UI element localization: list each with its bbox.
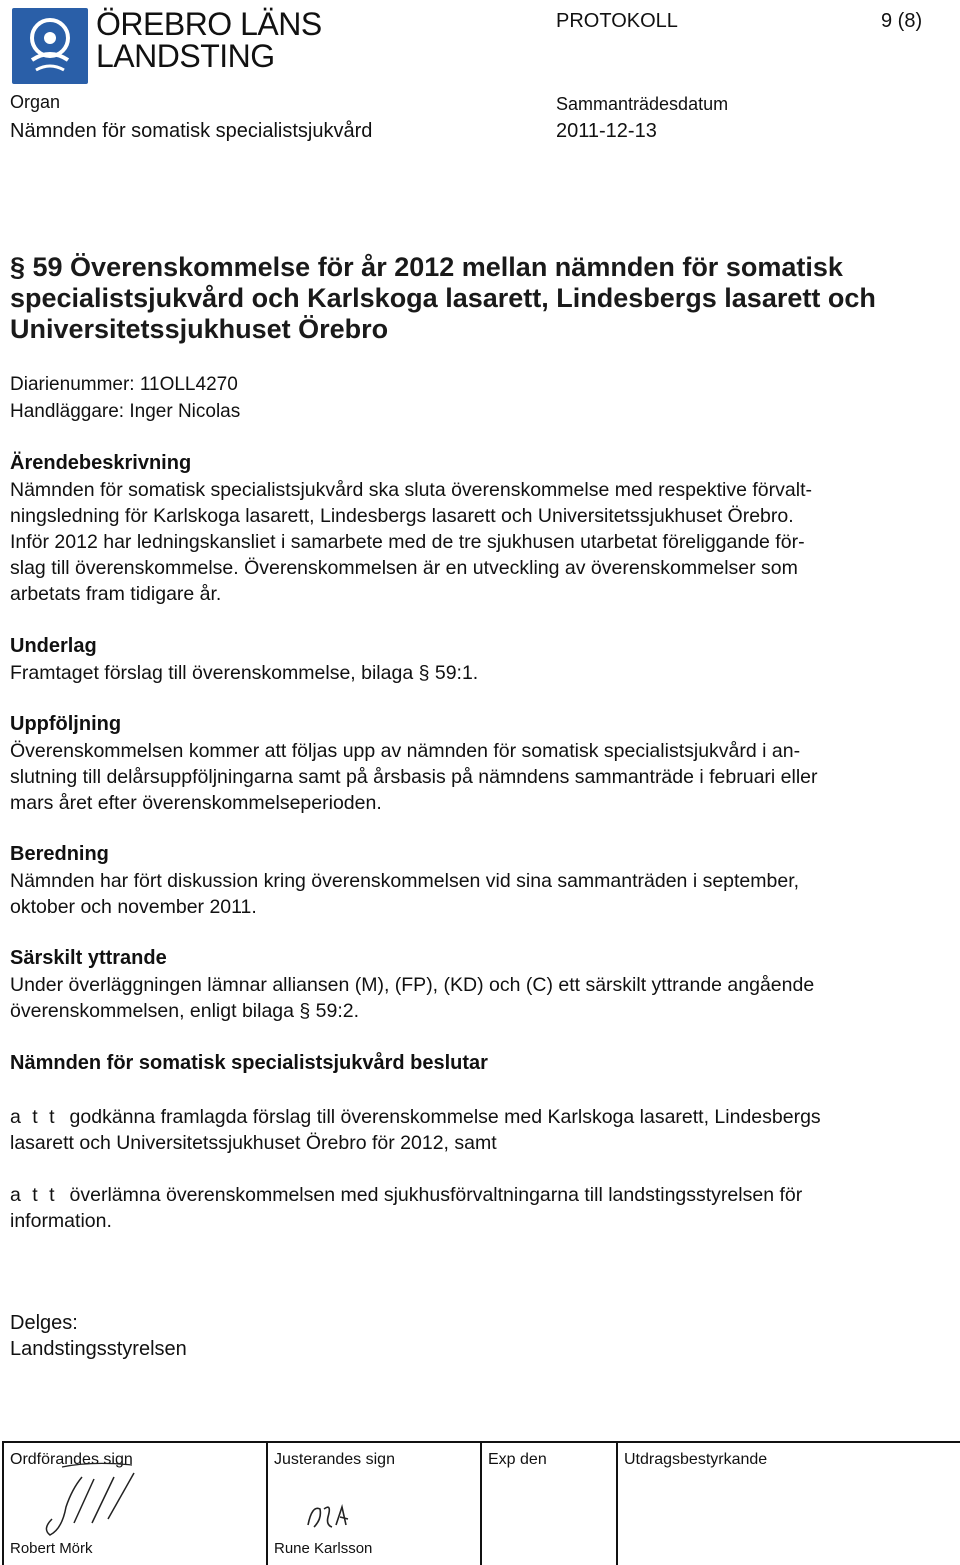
body-line: oktober och november 2011. <box>10 896 257 918</box>
doc-type: PROTOKOLL <box>556 10 678 32</box>
section-heading: Ärendebeskrivning <box>10 452 192 474</box>
section-uppfoljning <box>10 713 950 816</box>
exp-den-label: Exp den <box>488 1451 547 1468</box>
decision-text: överlämna överenskommelsen med sjukhusförvaltningarna till landstingsstyrelsen för <box>69 1184 803 1206</box>
body-line: överenskommelsen, enligt bilaga § 59:2. <box>10 1000 360 1022</box>
delges-label: Delges: <box>10 1312 78 1334</box>
decision-text: godkänna framlagda förslag till överenskommelse med Karlskoga lasarett, Lindesbergs <box>69 1106 821 1128</box>
decision-item-2 <box>10 1182 950 1234</box>
justerande-name: Rune Karlsson <box>274 1540 373 1557</box>
section-body <box>10 660 950 686</box>
ordforande-signature <box>22 1459 162 1541</box>
body-line: Nämnden för somatisk specialistsjukvård ska sluta överenskommelse med respektive förvalt- <box>10 479 812 501</box>
body-line: slag till överenskommelse. Överenskommelsen är en utveckling av överenskommelser som <box>10 557 798 579</box>
body-line: slutning till delårsuppföljningarna samt på årsbasis på nämndens sammanträde i februari eller <box>10 766 818 788</box>
table-divider <box>2 1441 4 1565</box>
justerande-signature <box>302 1499 362 1537</box>
date-value: 2011-12-13 <box>556 120 657 142</box>
section-arendebeskrivning <box>10 452 950 607</box>
body-line: Överenskommelsen kommer att följas upp av nämnden för somatisk specialistsjukvård i an- <box>10 740 801 762</box>
section-sarskilt-yttrande <box>10 947 950 1024</box>
table-divider <box>266 1441 268 1565</box>
section-heading: Särskilt yttrande <box>10 947 167 969</box>
handlaggare: Handläggare: Inger Nicolas <box>10 401 241 422</box>
body-line: Under överläggningen lämnar alliansen (M), (FP), (KD) och (C) ett särskilt yttrande angående <box>10 974 815 996</box>
body-line: Inför 2012 har ledningskansliet i samarbete med de tre sjukhusen utarbetat föreliggande för- <box>10 531 805 553</box>
utdragsbestyrkande-label: Utdragsbestyrkande <box>624 1451 768 1468</box>
diarienummer: Diarienummer: 11OLL4270 <box>10 374 238 395</box>
signature-table <box>2 1441 960 1565</box>
logo-emblem-icon <box>12 8 88 84</box>
table-divider <box>480 1441 482 1565</box>
org-name <box>96 8 322 72</box>
organ-label: Organ <box>10 92 61 112</box>
ordforande-sign-label: Ordförandes sign <box>10 1451 133 1468</box>
decision-text: information. <box>10 1210 112 1232</box>
body-line: ningsledning för Karlskoga lasarett, Lindesbergs lasarett och Universitetssjukhuset Örebro. <box>10 505 794 527</box>
section-body <box>10 477 950 607</box>
section-heading: Uppföljning <box>10 713 122 735</box>
section-body <box>10 972 950 1024</box>
decision-heading: Nämnden för somatisk specialistsjukvård beslutar <box>10 1052 488 1074</box>
section-body <box>10 868 950 920</box>
att-word: a t t <box>10 1184 58 1206</box>
ordforande-name: Robert Mörk <box>10 1540 93 1557</box>
section-heading: Beredning <box>10 843 109 865</box>
att-word: a t t <box>10 1106 58 1128</box>
section-underlag <box>10 635 950 686</box>
page-title: § 59 Överenskommelse för år 2012 mellan nämnden för somatisk specialistsjukvård och Karlskoga lasarett, Lindesbergs lasarett och Universitetssjukhuset Örebro <box>10 252 876 344</box>
organ-value: Nämnden för somatisk specialistsjukvård <box>10 120 373 142</box>
section-beredning <box>10 843 950 920</box>
decision-text: lasarett och Universitetssjukhuset Örebro för 2012, samt <box>10 1132 497 1154</box>
landsting-logo <box>12 8 88 84</box>
decision-item-1 <box>10 1104 950 1156</box>
body-line: mars året efter överenskommelseperioden. <box>10 792 382 814</box>
body-line: Framtaget förslag till överenskommelse, bilaga § 59:1. <box>10 662 479 684</box>
body-line: arbetats fram tidigare år. <box>10 583 222 605</box>
date-label: Sammanträdesdatum <box>556 94 729 114</box>
section-heading: Underlag <box>10 635 97 657</box>
body-line: Nämnden har fört diskussion kring överenskommelsen vid sina sammanträden i september, <box>10 870 800 892</box>
section-body <box>10 738 950 816</box>
org-name-line1: ÖREBRO LÄNS <box>96 6 322 42</box>
table-divider <box>616 1441 618 1565</box>
page-number: 9 (8) <box>881 10 923 32</box>
justerande-sign-label: Justerandes sign <box>274 1451 395 1468</box>
org-name-line2: LANDSTING <box>96 38 275 74</box>
delges-recipient: Landstingsstyrelsen <box>10 1338 187 1360</box>
